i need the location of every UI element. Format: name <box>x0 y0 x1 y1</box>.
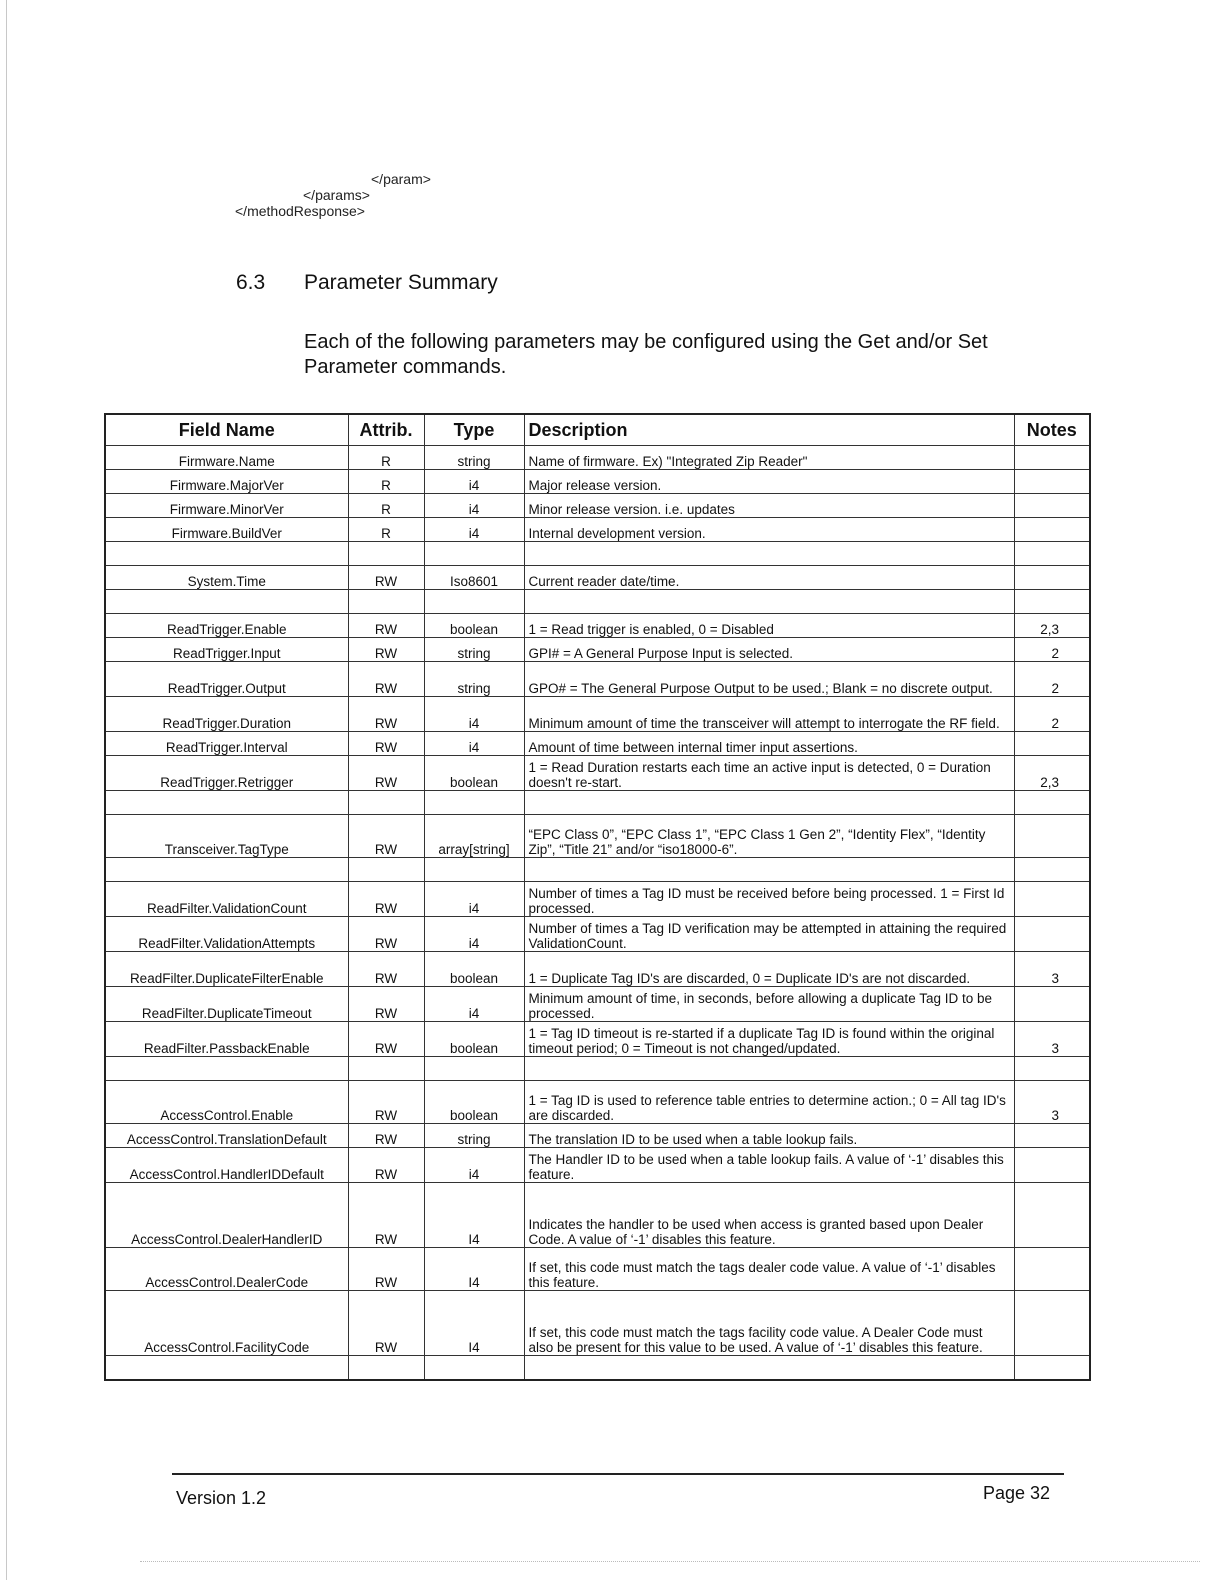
cell-type <box>424 858 524 882</box>
footer-divider <box>172 1473 1064 1475</box>
cell-type <box>424 1356 524 1381</box>
cell-notes <box>1014 917 1090 952</box>
cell-field-name: AccessControl.Enable <box>105 1081 348 1124</box>
cell-description: Number of times a Tag ID verification may be attempted in attaining the required ValidationCount. <box>524 917 1014 952</box>
cell-attrib: R <box>348 470 424 494</box>
cell-description: Amount of time between internal timer input assertions. <box>524 732 1014 756</box>
cell-type: array[string] <box>424 815 524 858</box>
cell-type: boolean <box>424 1022 524 1057</box>
cell-attrib <box>348 1356 424 1381</box>
cell-field-name: Firmware.BuildVer <box>105 518 348 542</box>
cell-attrib: RW <box>348 566 424 590</box>
cell-description <box>524 590 1014 614</box>
table-row <box>105 638 1090 662</box>
cell-type <box>424 1057 524 1081</box>
table-spacer-row <box>105 1356 1090 1381</box>
table-row <box>105 697 1090 732</box>
cell-field-name <box>105 791 348 815</box>
cell-type <box>424 791 524 815</box>
cell-description: GPO# = The General Purpose Output to be used.; Blank = no discrete output. <box>524 662 1014 697</box>
cell-description: Minimum amount of time the transceiver will attempt to interrogate the RF field. <box>524 697 1014 732</box>
cell-attrib: RW <box>348 987 424 1022</box>
cell-type: string <box>424 446 524 470</box>
cell-field-name: AccessControl.TranslationDefault <box>105 1124 348 1148</box>
table-row <box>105 470 1090 494</box>
cell-field-name: ReadTrigger.Output <box>105 662 348 697</box>
header-description: Description <box>524 414 1014 446</box>
table-row <box>105 662 1090 697</box>
cell-notes <box>1014 542 1090 566</box>
cell-type: i4 <box>424 882 524 917</box>
cell-type: i4 <box>424 917 524 952</box>
table-row <box>105 1148 1090 1183</box>
cell-field-name: ReadTrigger.Enable <box>105 614 348 638</box>
cell-type: boolean <box>424 756 524 791</box>
cell-field-name: System.Time <box>105 566 348 590</box>
cell-field-name: ReadTrigger.Input <box>105 638 348 662</box>
cell-description <box>524 1057 1014 1081</box>
footer-page-number: Page 32 <box>983 1483 1051 1503</box>
section-title: Parameter Summary <box>304 271 498 294</box>
cell-notes <box>1014 815 1090 858</box>
cell-notes <box>1014 882 1090 917</box>
table-row <box>105 952 1090 987</box>
cell-type: i4 <box>424 1148 524 1183</box>
cell-field-name: ReadTrigger.Duration <box>105 697 348 732</box>
cell-type: boolean <box>424 614 524 638</box>
footer-version: Version 1.2 <box>176 1488 267 1508</box>
table-row <box>105 494 1090 518</box>
cell-notes: 2 <box>1014 662 1090 697</box>
cell-field-name: AccessControl.DealerHandlerID <box>105 1183 348 1248</box>
cell-attrib: RW <box>348 1148 424 1183</box>
cell-notes: 2,3 <box>1014 614 1090 638</box>
cell-description <box>524 542 1014 566</box>
cell-description: Minimum amount of time, in seconds, before allowing a duplicate Tag ID to be processed. <box>524 987 1014 1022</box>
cell-field-name: AccessControl.HandlerIDDefault <box>105 1148 348 1183</box>
cell-attrib: RW <box>348 815 424 858</box>
cell-description: The translation ID to be used when a table lookup fails. <box>524 1124 1014 1148</box>
cell-description: 1 = Read trigger is enabled, 0 = Disabled <box>524 614 1014 638</box>
cell-notes: 2 <box>1014 697 1090 732</box>
cell-field-name: ReadFilter.PassbackEnable <box>105 1022 348 1057</box>
table-row <box>105 566 1090 590</box>
table-row <box>105 1291 1090 1356</box>
cell-notes <box>1014 494 1090 518</box>
cell-attrib <box>348 542 424 566</box>
table-row <box>105 882 1090 917</box>
cell-type: i4 <box>424 987 524 1022</box>
cell-notes <box>1014 858 1090 882</box>
table-row <box>105 732 1090 756</box>
cell-notes <box>1014 470 1090 494</box>
cell-field-name: ReadFilter.ValidationCount <box>105 882 348 917</box>
cell-notes <box>1014 590 1090 614</box>
cell-attrib <box>348 858 424 882</box>
cell-notes: 3 <box>1014 1081 1090 1124</box>
cell-type: I4 <box>424 1183 524 1248</box>
cell-attrib: R <box>348 518 424 542</box>
cell-description: Current reader date/time. <box>524 566 1014 590</box>
table-row <box>105 518 1090 542</box>
cell-field-name: ReadTrigger.Retrigger <box>105 756 348 791</box>
cell-type: i4 <box>424 697 524 732</box>
cell-type: string <box>424 1124 524 1148</box>
cell-attrib: RW <box>348 952 424 987</box>
scan-bottom-edge <box>140 1561 1200 1563</box>
cell-notes: 2,3 <box>1014 756 1090 791</box>
cell-field-name <box>105 590 348 614</box>
cell-attrib: RW <box>348 1183 424 1248</box>
cell-field-name: ReadFilter.ValidationAttempts <box>105 917 348 952</box>
cell-notes <box>1014 446 1090 470</box>
cell-notes <box>1014 1356 1090 1381</box>
cell-attrib: RW <box>348 614 424 638</box>
cell-type: boolean <box>424 952 524 987</box>
cell-attrib: RW <box>348 1022 424 1057</box>
cell-field-name: Transceiver.TagType <box>105 815 348 858</box>
table-spacer-row <box>105 858 1090 882</box>
code-line-params: </params> <box>303 187 370 203</box>
cell-attrib <box>348 590 424 614</box>
cell-type <box>424 590 524 614</box>
cell-notes <box>1014 566 1090 590</box>
table-spacer-row <box>105 791 1090 815</box>
cell-notes <box>1014 1291 1090 1356</box>
cell-description: 1 = Read Duration restarts each time an active input is detected, 0 = Duration doesn't re-start. <box>524 756 1014 791</box>
cell-description <box>524 858 1014 882</box>
cell-description: Minor release version. i.e. updates <box>524 494 1014 518</box>
cell-description <box>524 791 1014 815</box>
section-number: 6.3 <box>236 271 266 294</box>
cell-attrib: RW <box>348 756 424 791</box>
cell-type: i4 <box>424 518 524 542</box>
cell-type: i4 <box>424 732 524 756</box>
header-field-name: Field Name <box>105 414 348 446</box>
cell-field-name: Firmware.Name <box>105 446 348 470</box>
header-attrib: Attrib. <box>348 414 424 446</box>
table-body <box>105 446 1090 1381</box>
cell-description: 1 = Tag ID is used to reference table entries to determine action.; 0 = All tag ID's are discarded. <box>524 1081 1014 1124</box>
code-line-method-response: </methodResponse> <box>235 203 365 219</box>
cell-description: GPI# = A General Purpose Input is selected. <box>524 638 1014 662</box>
cell-type: I4 <box>424 1248 524 1291</box>
cell-attrib: RW <box>348 882 424 917</box>
cell-description: Indicates the handler to be used when access is granted based upon Dealer Code. A value of ‘-1’ disables this feature. <box>524 1183 1014 1248</box>
cell-attrib <box>348 1057 424 1081</box>
table-row <box>105 987 1090 1022</box>
header-notes: Notes <box>1014 414 1090 446</box>
cell-notes: 3 <box>1014 952 1090 987</box>
cell-type: Iso8601 <box>424 566 524 590</box>
cell-notes <box>1014 1248 1090 1291</box>
cell-attrib: RW <box>348 697 424 732</box>
cell-notes <box>1014 1124 1090 1148</box>
section-intro: Each of the following parameters may be configured using the Get and/or Set Parameter commands. <box>304 331 988 378</box>
cell-type: boolean <box>424 1081 524 1124</box>
cell-description: The Handler ID to be used when a table lookup fails. A value of ‘-1’ disables this feature. <box>524 1148 1014 1183</box>
cell-field-name: Firmware.MajorVer <box>105 470 348 494</box>
table-spacer-row <box>105 1057 1090 1081</box>
cell-attrib: RW <box>348 1248 424 1291</box>
header-type: Type <box>424 414 524 446</box>
code-line-param: </param> <box>371 171 431 187</box>
cell-field-name: ReadFilter.DuplicateTimeout <box>105 987 348 1022</box>
table-row <box>105 1081 1090 1124</box>
cell-notes <box>1014 987 1090 1022</box>
cell-type: I4 <box>424 1291 524 1356</box>
cell-notes <box>1014 1057 1090 1081</box>
cell-description: If set, this code must match the tags facility code value. A Dealer Code must also be present for this value to be used. A value of ‘-1’ disables this feature. <box>524 1291 1014 1356</box>
cell-field-name: AccessControl.DealerCode <box>105 1248 348 1291</box>
cell-field-name <box>105 1057 348 1081</box>
cell-attrib <box>348 791 424 815</box>
cell-type: i4 <box>424 470 524 494</box>
cell-description: Number of times a Tag ID must be received before being processed. 1 = First Id processed. <box>524 882 1014 917</box>
cell-field-name: ReadFilter.DuplicateFilterEnable <box>105 952 348 987</box>
cell-description: 1 = Tag ID timeout is re-started if a duplicate Tag ID is found within the original timeout period; 0 = Timeout is not changed/updated. <box>524 1022 1014 1057</box>
cell-attrib: R <box>348 446 424 470</box>
table-row <box>105 1124 1090 1148</box>
cell-attrib: RW <box>348 1291 424 1356</box>
table-row <box>105 1248 1090 1291</box>
cell-description: Internal development version. <box>524 518 1014 542</box>
cell-attrib: RW <box>348 1081 424 1124</box>
table-row <box>105 446 1090 470</box>
table-spacer-row <box>105 590 1090 614</box>
table-row <box>105 756 1090 791</box>
cell-attrib: RW <box>348 1124 424 1148</box>
scan-edge-line <box>6 0 7 1580</box>
cell-type: i4 <box>424 494 524 518</box>
parameter-table <box>104 413 1091 1381</box>
cell-notes <box>1014 518 1090 542</box>
table-header-row <box>105 414 1090 446</box>
cell-description: If set, this code must match the tags dealer code value. A value of ‘-1’ disables this feature. <box>524 1248 1014 1291</box>
cell-field-name: ReadTrigger.Interval <box>105 732 348 756</box>
table-spacer-row <box>105 542 1090 566</box>
table-row <box>105 1022 1090 1057</box>
cell-attrib: RW <box>348 662 424 697</box>
cell-field-name: Firmware.MinorVer <box>105 494 348 518</box>
cell-field-name: AccessControl.FacilityCode <box>105 1291 348 1356</box>
cell-notes: 2 <box>1014 638 1090 662</box>
cell-type: string <box>424 638 524 662</box>
cell-description: 1 = Duplicate Tag ID's are discarded, 0 = Duplicate ID's are not discarded. <box>524 952 1014 987</box>
cell-description <box>524 1356 1014 1381</box>
cell-type <box>424 542 524 566</box>
cell-description: Major release version. <box>524 470 1014 494</box>
cell-type: string <box>424 662 524 697</box>
table-row <box>105 917 1090 952</box>
cell-notes <box>1014 1183 1090 1248</box>
cell-notes <box>1014 732 1090 756</box>
table-row <box>105 1183 1090 1248</box>
cell-description: “EPC Class 0”, “EPC Class 1”, “EPC Class 1 Gen 2”, “Identity Flex”, “Identity Zip”, “Title 21” and/or “iso18000-6”. <box>524 815 1014 858</box>
cell-attrib: RW <box>348 732 424 756</box>
cell-attrib: RW <box>348 638 424 662</box>
table-row <box>105 815 1090 858</box>
cell-attrib: RW <box>348 917 424 952</box>
cell-notes: 3 <box>1014 1022 1090 1057</box>
table-row <box>105 614 1090 638</box>
cell-description: Name of firmware. Ex) "Integrated Zip Reader" <box>524 446 1014 470</box>
cell-notes <box>1014 1148 1090 1183</box>
cell-field-name <box>105 1356 348 1381</box>
cell-notes <box>1014 791 1090 815</box>
cell-attrib: R <box>348 494 424 518</box>
cell-field-name <box>105 858 348 882</box>
cell-field-name <box>105 542 348 566</box>
